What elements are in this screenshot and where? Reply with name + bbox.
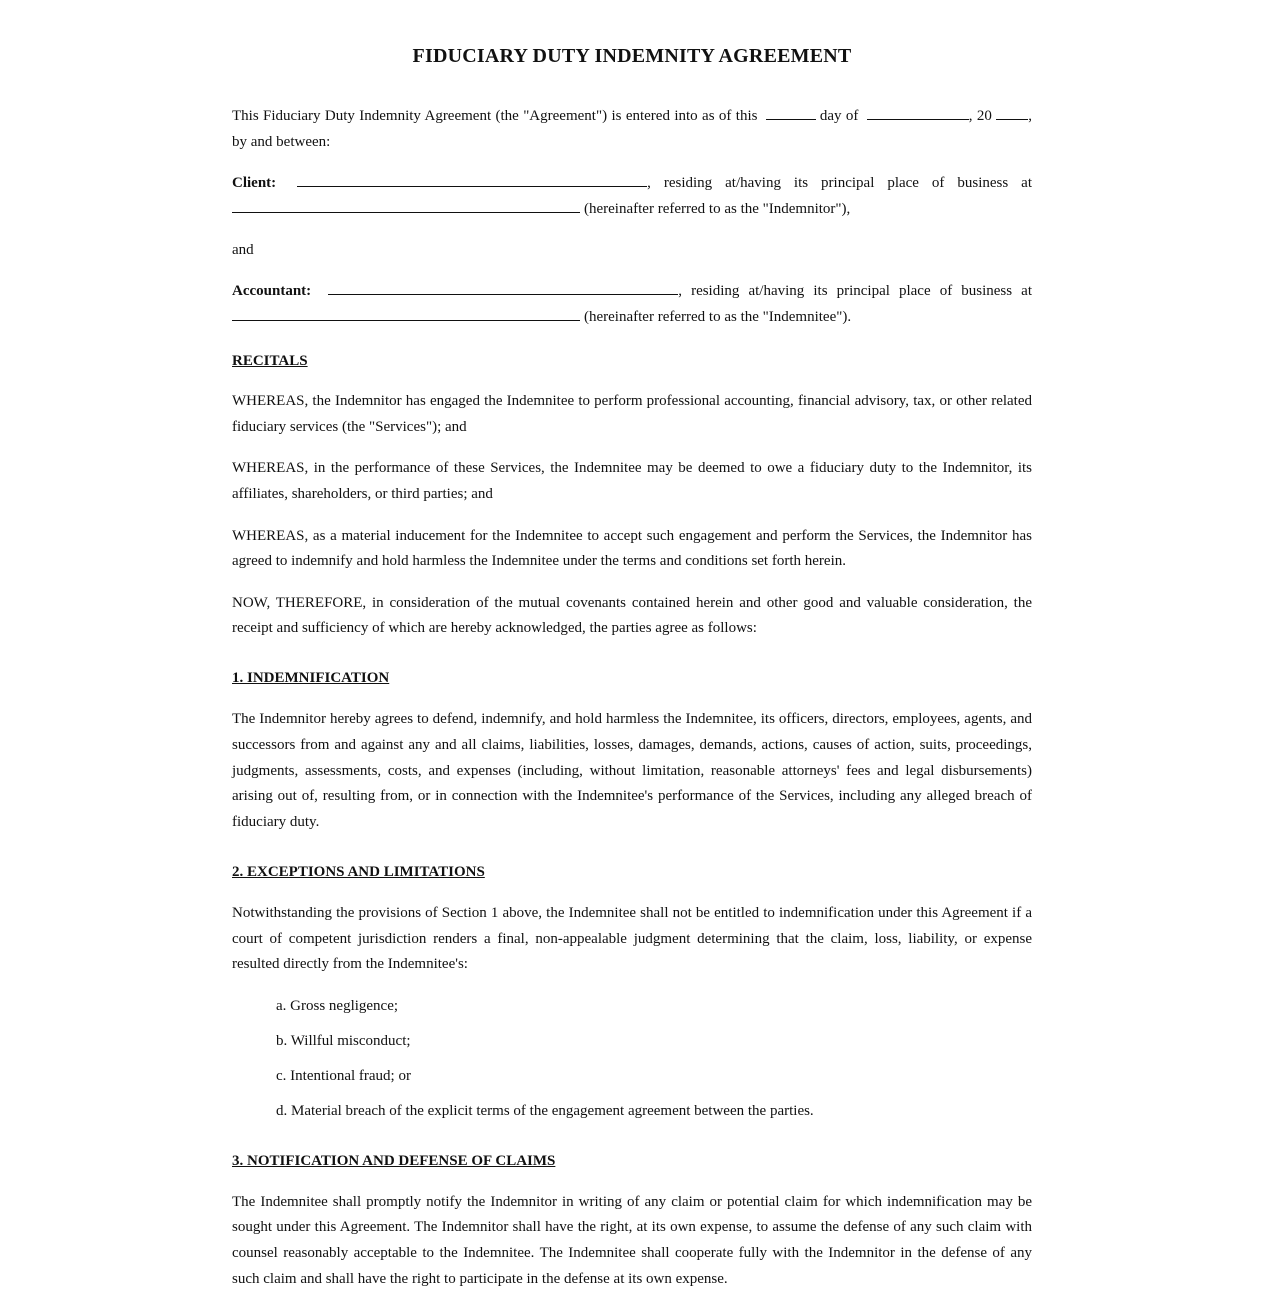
- year-blank[interactable]: [996, 104, 1028, 120]
- list-item: a. Gross negligence;: [276, 997, 399, 1014]
- accountant-text-a: , residing at/having its principal place of business at: [678, 282, 1032, 299]
- section-3-body: The Indemnitee shall promptly notify the Indemnitor in writing of any claim or potential claim for which indemnification may be sought under this Agreement. The Indemnitor shall have the right, at its own expense, to assume the defense of any such claim with counsel reasonably acceptable to the Indemnitee. The Indemnitee shall cooperate fully with the Indemnitor in the defense of any such claim and shall have the right to participate in the defense at its own expense.: [232, 1193, 1032, 1287]
- accountant-paragraph: [232, 279, 1032, 331]
- intro-text-a: This Fiduciary Duty Indemnity Agreement (the "Agreement") is entered into as of this: [232, 108, 758, 124]
- client-text-a: , residing at/having its principal place of business at: [647, 175, 1032, 192]
- accountant-label: Accountant:: [232, 282, 312, 299]
- accountant-text-b: (hereinafter referred to as the "Indemnitee").: [584, 308, 852, 325]
- client-paragraph: [232, 171, 1032, 223]
- intro-paragraph: [232, 104, 1032, 156]
- section-2-body: Notwithstanding the provisions of Section 1 above, the Indemnitee shall not be entitled to indemnification under this Agreement if a court of competent jurisdiction renders a final, non-appealable judgment determining that the claim, loss, liability, or expense resulted directly from the Indemnitee's:: [232, 904, 1032, 973]
- client-label: Client:: [232, 175, 277, 192]
- document-page: [232, 0, 1032, 1293]
- recitals-heading: RECITALS: [232, 352, 308, 369]
- client-address-blank[interactable]: [232, 197, 580, 213]
- section-1-heading: 1. INDEMNIFICATION: [232, 670, 390, 687]
- list-item: b. Willful misconduct;: [276, 1032, 411, 1049]
- accountant-address-blank[interactable]: [232, 305, 580, 321]
- section-3-heading: 3. NOTIFICATION AND DEFENSE OF CLAIMS: [232, 1152, 556, 1169]
- recital-paragraph: WHEREAS, in the performance of these Services, the Indemnitee may be deemed to owe a fiduciary duty to the Indemnitor, its affiliates, shareholders, or third parties; and: [232, 460, 1032, 503]
- intro-text-b: day of: [819, 108, 859, 124]
- day-blank[interactable]: [766, 104, 816, 120]
- recital-paragraph: WHEREAS, as a material inducement for the Indemnitee to accept such engagement and perform the Services, the Indemnitor has agreed to indemnify and hold harmless the Indemnitee under the terms and conditions set forth herein.: [232, 527, 1032, 570]
- client-text-b: (hereinafter referred to as the "Indemnitor"),: [584, 200, 851, 217]
- month-blank[interactable]: [867, 104, 969, 120]
- intro-text-d: , by and between:: [232, 108, 1032, 150]
- list-item: c. Intentional fraud; or: [276, 1067, 411, 1084]
- recital-paragraph: NOW, THEREFORE, in consideration of the mutual covenants contained herein and other good and valuable consideration, the receipt and sufficiency of which are hereby acknowledged, the parties agree as follows:: [232, 594, 1032, 637]
- section-2-heading: 2. EXCEPTIONS AND LIMITATIONS: [232, 864, 485, 881]
- client-name-blank[interactable]: [297, 171, 647, 187]
- recital-paragraph: WHEREAS, the Indemnitor has engaged the Indemnitee to perform professional accounting, financial advisory, tax, or other related fiduciary services (the "Services"); and: [232, 393, 1032, 436]
- list-item: d. Material breach of the explicit terms of the engagement agreement between the parties.: [276, 1103, 814, 1119]
- section-1-body: The Indemnitor hereby agrees to defend, indemnify, and hold harmless the Indemnitee, its officers, directors, employees, agents, and successors from and against any and all claims, liabilities, losses, damages, demands, actions, causes of action, suits, proceedings, judgments, assessments, costs, and expenses (including, without limitation, reasonable attorneys' fees and legal disbursements) arising out of, resulting from, or in connection with the Indemnitee's performance of the Services, including any alleged breach of fiduciary duty.: [232, 711, 1032, 831]
- intro-text-c: , 20: [968, 108, 992, 124]
- document-title: FIDUCIARY DUTY INDEMNITY AGREEMENT: [412, 45, 852, 67]
- and-text: and: [232, 242, 254, 259]
- exceptions-list: [276, 994, 1032, 1125]
- accountant-name-blank[interactable]: [328, 279, 678, 295]
